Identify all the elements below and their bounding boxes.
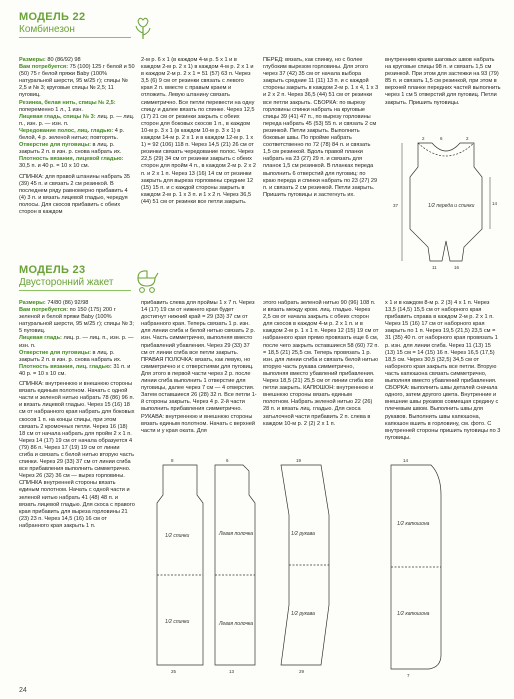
model22-sizes: 80 (86/92) 98	[47, 57, 81, 63]
model22-stripes-label: Чередование полос, лиц. гладью:	[19, 127, 114, 134]
model23-gauge: 31 п. и 40 р. = 10 х 10 см.	[19, 363, 131, 377]
model22-buttonholes-label: Отверстие для пуговицы:	[19, 142, 91, 149]
model22-col1	[19, 57, 135, 277]
svg-text:6: 6	[440, 137, 443, 141]
model22-sizes-label: Размеры:	[19, 57, 46, 63]
model23-materials: по 150 (175) 200 г зеленой и белой пряжи Baby (100% натуральной шерсти, 95 м/25 г); спицы № 3; 5 пуговиц.	[19, 307, 134, 335]
model23-subtitle: Двусторонний жакет	[19, 277, 114, 288]
svg-text:8: 8	[171, 458, 174, 463]
model22-schematic-label: 1/2 переда и спинки	[428, 203, 475, 209]
svg-text:13: 13	[229, 669, 235, 674]
model23-col1	[19, 300, 135, 682]
model22-materials: 75 (100) 125 г белой и 50 (50) 75 г белой пряжи Baby (100% натуральной шерсти, 95 м/25 г); спицы № 2,5 и № 3; круговые спицы № 2,5; 11 пуговиц.	[19, 64, 135, 99]
tulip-icon	[132, 15, 154, 41]
model22-col2: 2-м р. 6 х 1 (в каждом 4-м р. 5 х 1 и в каждом 2-м р. 2 х 1) в каждом 4-м р. 2 х 1 и в каждом 2-м р. 2 х 1 = 51 (57) 63 п. Через 3,5 (6) 9 см от резинки связать с левого края 2 п. вместе с правым краем и отложить. Левую штанину связать симметрично. Все петли перевести на одну спицу и далее вязать по спинке. Через 12,5 (17) 21 см от резинки закрыть с обеих сторон для боковых скосов 1 п., в каждом 10-м р. 3 х 1 (в каждом 10-м р. 3 х 1) в каждом 14-м р. 2 х 1 и в каждом 12-м р. 1 х 1) = 92 (106) 118 п. Через 14,5 (21) 26 см от резинки связать чередование полос. Через 22,5 (29) 34 см от резинки закрыть с обеих сторон для пройм 4 п., в каждом 2-м р. 2 х 2 п. и 2 х 1 п. Через 13 (16) 14 см от резинки закрыть для выреза горловины средние 12 (15) 15 п. и с каждой стороны закрыть в каждом 2-м р. 1 х 3 п. и 1 х 2 п. Через 36,5 (44) 51 см от резинки все петли закрыть.	[141, 57, 256, 205]
svg-text:6: 6	[226, 458, 229, 463]
model22-stst: лиц. р. — лиц. п., изн. р. — изн. п.	[19, 113, 135, 127]
svg-text:2: 2	[466, 137, 469, 141]
model23-col2: прибавить слева для проймы 1 х 7 п. Через 14 (17) 19 см от нижнего края будет достигнут нижний край = 29 (33) 37 см от набранного края. Теперь связать 1 р. изн. для линии сгиба и белой нитью связать 2 р. изн. Часть симметрично, выполняя вместо прибавлений убавления. Через 29 (33) 37 см от линии сгиба все петли закрыть. ПРАВАЯ ПОЛОЧКА: вязать, как левую, но симметрично и с отверстиями для пуговиц. Для этого в первой части через 2 р. после линии сгиба выполнить 1 отверстие для пуговицы, далее через 7 см — 4 отверстия. Затем оставшиеся 26 (28) 32 п. Все петли 1-й стороны закрыть. Через 4 р. 2-й части выполнить прибавления симметрично. РУКАВА: внутреннюю и внешнюю стороны вязать единым полотном. Начать с верхней части и у края оката. Для	[141, 300, 257, 434]
model23-buttonholes-label: Отверстие для пуговицы:	[19, 349, 91, 356]
svg-text:2: 2	[422, 137, 425, 141]
model22-stst-label: Лицевая гладь, спицы № 3:	[19, 113, 96, 120]
stroller-icon	[135, 268, 159, 294]
svg-text:14: 14	[492, 201, 498, 206]
model22-schematic	[388, 137, 506, 272]
model22-rib-label: Резинка, белая нить, спицы № 2,5:	[19, 99, 116, 106]
model22-back-text: СПИНКА: для правой штанины набрать 35 (39) 45 п. и связать 2 см резинкой. В последнем ряду равномерно прибавить 4 (4) 3 п. и вязать лицевой гладью, чередуя полосы. Для скосов прибавить с обеих сторон в каждом	[19, 173, 131, 215]
sleeve-label-bottom: 1/2 рукава	[291, 611, 315, 617]
svg-text:37: 37	[393, 203, 399, 208]
model23-materials-label: Вам потребуется:	[19, 307, 69, 314]
model23-title: МОДЕЛЬ 23	[19, 264, 86, 276]
model23-col4: х 1 и в каждом 8-м р. 2 (3) 4 х 1 п. Через 13,5 (14,5) 15,5 см от наборного края прибавить справа в каждом 2-м р. 2 х 1 п. Через 15 (16) 17 см от наборного края закрыть по 1 п. Через 19,5 (21,5) 23,5 см = 31 (35) 40 п. от наборного края провязать 1 р. изн. для линии сгиба. Через 11 (13) 15 (13) 15 см = 14 (15) 16 п. Через 16,5 (17,5) 18,5 см. Через 30,5 (32,5) 34,5 см от наборного края закрыть все петли. Вторую часть капюшона связать симметрично, выполняя вместо убавлений прибавления. СБОРКА: выполнить швы деталей сначала одного, затем другого цвета. Внутренние и внешние швы рукавов совмещая средину с плечевым швом. Выполнить швы для рукавов. Выполнить швы капюшона, капюшон вшить в горловину, см. фото. С внутренней стороны пришить пуговицы по 3 пуговицы.	[385, 300, 501, 441]
model22-title: МОДЕЛЬ 22	[19, 11, 86, 23]
model23-sizes: 74/80 (86) 92/98	[47, 300, 89, 306]
model23-schematics	[141, 455, 506, 683]
hood-label-top: 1/2 капюшона	[397, 521, 430, 527]
back-label-bottom: 1/2 спинки	[165, 619, 190, 625]
model23-buttonholes: в лиц. р. закрыть 2 п. в изн. р. снова набрать их.	[19, 349, 122, 363]
model23-stst-label: Лицевая гладь:	[19, 335, 62, 342]
model22-rule	[19, 37, 131, 38]
model23-col3: этого набрать зеленой нитью 90 (96) 108 п. и вязать между кром. лиц. гладью. Через 2,5 см от начала закрыть с обеих сторон для скосов в каждом 4-м р. 2 х 1 п. и в каждом 2-м р. 1 х 1 п. Через 12 (15) 19 см от набранного края прямо провязать еще 6 см, после чего закрыть оставшиеся 58 (60) 72 п. = 18,5 (21) 25,5 см. Теперь провязать 1 р. изн. для линии сгиба и связать белой нитью вторую часть рукава симметрично, выполняя вместо убавлений прибавления. Через 18,5 (21) 25,5 см от линии сгиба все петли закрыть. КАПЮШОН: внутреннюю и внешнюю стороны вязать единым полотном. Набрать зеленой нитью 22 (26) 28 п. и вязать лиц. гладью. Для скоса затылочной части прибавить 2 п. слева в каждом 10-м р. 2 (2) 2 х 1 п.	[263, 300, 379, 427]
page-number: 24	[19, 687, 27, 694]
model22-gauge-label: Плотность вязания, лицевой гладью:	[19, 156, 124, 163]
svg-text:19: 19	[296, 458, 302, 463]
model22-buttonholes: в лиц. р. закрыть 2 п. в изн. р. снова набрать их.	[19, 142, 122, 156]
model22-rib: попеременно 1 л., 1 изн.	[19, 106, 83, 113]
model22-materials-label: Вам потребуется:	[19, 64, 69, 71]
svg-text:7: 7	[407, 673, 410, 678]
front-label-top: Левая полочка	[219, 531, 254, 537]
svg-text:25: 25	[171, 669, 177, 674]
model23-gauge-label: Плотность вязания, лиц. гладью:	[19, 363, 112, 370]
svg-text:14: 14	[403, 458, 409, 463]
back-label-top: 1/2 спинки	[165, 533, 190, 539]
svg-text:29: 29	[299, 669, 305, 674]
svg-text:16: 16	[454, 265, 460, 270]
model22-subtitle: Комбинезон	[19, 24, 75, 35]
model23-rule	[19, 290, 131, 291]
model22-stripes: 4 р. белой, 4 р. зеленой нитью; повторять.	[19, 127, 125, 142]
sleeve-label-top: 1/2 рукава	[291, 531, 315, 537]
model22-gauge: 30,5 п. и 40 р. = 10 х 10 см.	[19, 163, 90, 170]
model23-back-text: СПИНКА: внутреннюю и внешнюю стороны вязать единым полотном. Начать с одной части и зеленой нитью набрать 78 (86) 96 п. и вязать лицевой гладью. Через 15 (16) 18 см от набранного края набрать для боковых скосов 1 п. на концы спицы, при этом связать 2 кромочных петли. Через 16 (18) 18 см от начала набрать для пройм 2 х 1 п. Через 14 (17) 19 см от начала образуется 4 (79) 86 п. Через 17 (19) 19 см от линии сгиба и связать с белой нитью вторую часть спинки. Через 29 (33) 37 см от линии сгиба все прибавления выполнить симметрично. Через 26 (32) 36 см — вырез горловины. СПИНКА внутренней стороны вязать единым полотном. Начать с одной части и зеленой нитью набрать 41 (48) 48 п. и вязать лицевой гладью. Для скоса с правого края прибавить для выреза горловины 21 (23) 23 п. Через 14,5 (16) 16 см от набранного края закрыть 1 п.	[19, 381, 135, 529]
hood-label-bottom: 1/2 капюшона	[397, 611, 430, 617]
model23-stst: лиц. р. — лиц. п., изн. р. — изн. п.	[19, 335, 134, 349]
svg-text:11: 11	[432, 265, 437, 270]
model23-sizes-label: Размеры:	[19, 300, 46, 306]
front-label-bottom: Левая полочка	[219, 621, 254, 627]
model22-col3: ПЕРЕД: вязать, как спинку, но с более глубоким вырезом горловины. Для этого через 37 (42) 35 см от начала выбора закрыть средние 11 (11) 13 п. и с каждой стороны закрыть в каждом 2-м р. 1 х 4, 1 х 3 и 2 х 2 п. Через 36,5 (44) 51 см от резинки все петли закрыть. СБОРКА: по вырезу горловины спинки набрать на круговые спицы 39 (41) 47 п., по вырезу горловины переда набрать 45 (53) 55 п. и связать 2 см резинкой. Петли закрыть. Выполнить боковые швы. По пройме набрать соответственно по 72 (78) 84 п. и связать 1,5 см резинкой. Вдоль правой планки набрать на 23 (27) 29 п. и связать для планок 1,5 см резинкой. В планках переда выполнить 6 отверстий для пуговиц: по краю переда и спинки набрать по 23 (27) 29 п. и связать 2 см резинкой. Петли закрыть. Пришить пуговицы и застегнуть их.	[263, 57, 379, 198]
model22-col4: внутренним краям шаговых швов набрать на круговые спицы 98 п. и связать 1,5 см резинкой. При этом для застежки на 93 (79) 85 п. и связать 1,5 см резинкой, при этом в верхней планке передних частей выполнить через 1 см 5 отверстий для пуговиц. Петли закрыть. Пришить пуговицы.	[385, 57, 501, 106]
